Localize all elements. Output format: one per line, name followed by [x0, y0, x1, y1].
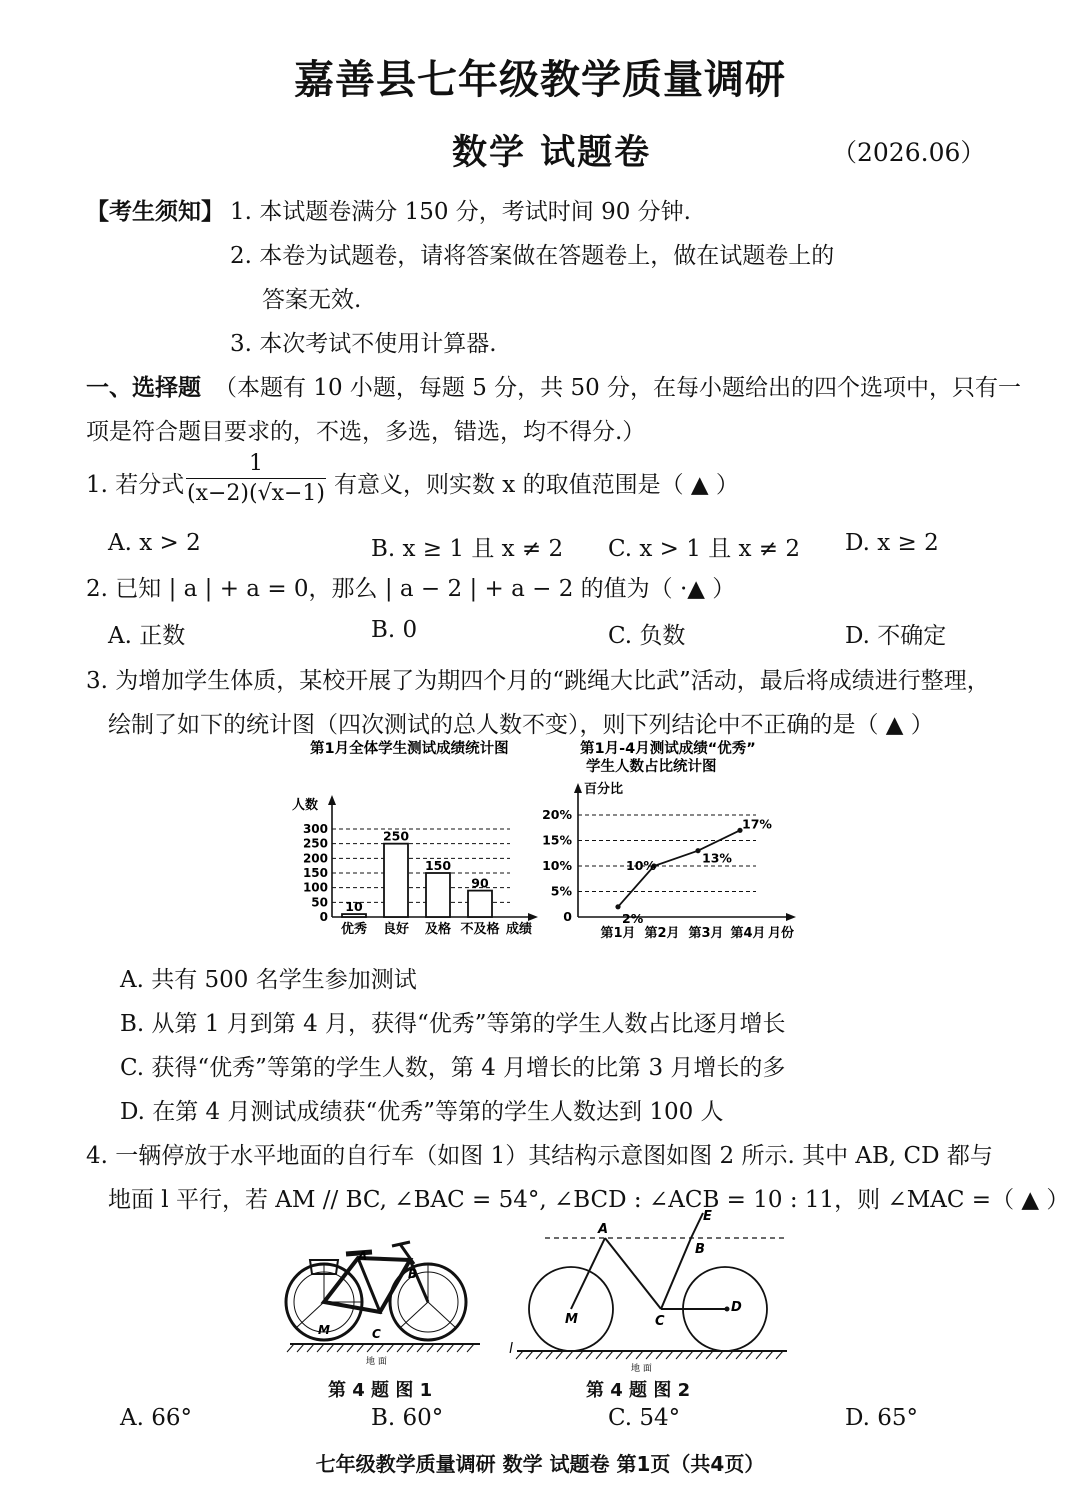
bar-y-tick-label: 50: [311, 895, 328, 910]
fig2-segment-am: [571, 1238, 605, 1309]
q4-option-c: C. 54°: [608, 1405, 681, 1431]
line-category-label: 第2月: [644, 926, 680, 941]
section-desc-line1: （本题有 10 小题，每题 5 分，共 50 分，在每小题给出的四个选项中，只有一: [214, 375, 1022, 401]
q2-option-c: C. 负数: [608, 623, 686, 649]
bar-y-axis-label: 人数: [292, 798, 319, 813]
q3-stem-line2: 绘制了如下的统计图（四次测试的总人数不变），则下列结论中不正确的是（ ▲ ）: [108, 712, 934, 738]
line-y-tick-label: 10%: [542, 858, 572, 873]
section-heading: 一、选择题: [86, 375, 201, 401]
q4-stem-line2: 地面 l 平行，若 AM // BC, ∠BAC = 54°, ∠BCD : ∠ACB = 10 : 11，则 ∠MAC =（ ▲ ）: [108, 1187, 1070, 1213]
q1-fraction: [186, 451, 326, 506]
fig2-label-l: l: [509, 1341, 513, 1357]
fig2-label-e: E: [703, 1209, 712, 1224]
q2-option-a: A. 正数: [108, 623, 186, 649]
line-value-label: 13%: [702, 850, 732, 866]
q3-option-a: A. 共有 500 名学生参加测试: [120, 967, 417, 993]
bar-value-label: 90: [471, 875, 489, 891]
notice-item-2a: 2. 本卷为试题卷，请将答案做在答题卷上，做在试题卷上的: [230, 243, 835, 269]
q1-option-d: D. x ≥ 2: [845, 530, 939, 556]
notice-item-1: 1. 本试题卷满分 150 分，考试时间 90 分钟.: [230, 199, 691, 225]
q2-stem: 2. 已知 | a | + a = 0，那么 | a − 2 | + a − 2 的值为（ ·▲ ）: [86, 576, 736, 602]
fig1-label-m: M: [318, 1323, 330, 1337]
page-footer: 七年级教学质量调研 数学 试题卷 第1页（共4页）: [315, 1452, 765, 1476]
fig2-label-c: C: [655, 1314, 665, 1329]
fig1-label-b: B: [408, 1267, 418, 1281]
notice-item-2b: 答案无效.: [262, 287, 362, 313]
bar-x-axis-label: 成绩: [506, 922, 533, 937]
bar-value-label: 150: [424, 858, 452, 873]
line-value-label: 17%: [742, 816, 772, 832]
fig1-label-a: A: [358, 1249, 368, 1263]
q3-option-c: C. 获得“优秀”等第的学生人数，第 4 月增长的比第 3 月增长的多: [120, 1055, 786, 1081]
line-x-axis-label: 月份: [768, 926, 795, 941]
q3-charts: [0, 735, 1080, 950]
q4-option-d: D. 65°: [845, 1405, 919, 1431]
bar-chart: [292, 795, 538, 937]
line-value-label: 2%: [622, 910, 644, 926]
fig2-label-m: M: [565, 1312, 578, 1327]
line-chart-title-2: 学生人数占比统计图: [586, 759, 717, 775]
line-y-tick-label: 0: [563, 909, 572, 924]
exam-date: （2026.06）: [832, 138, 986, 167]
bar-y-tick-label: 200: [302, 851, 328, 866]
exam-title: 嘉善县七年级教学质量调研: [294, 57, 786, 103]
notice-item-3: 3. 本次考试不使用计算器.: [230, 331, 497, 357]
q1-prefix: 1. 若分式: [86, 472, 185, 498]
line-y-tick-label: 15%: [542, 832, 572, 848]
line-chart-title-1: 第1月-4月测试成绩“优秀”: [580, 741, 756, 757]
bar-y-tick-label: 300: [302, 822, 328, 836]
fig1-ground-label: 地 面: [366, 1357, 387, 1367]
q1-option-b: B. x ≥ 1 且 x ≠ 2: [371, 536, 564, 562]
q1-suffix: 有意义，则实数 x 的取值范围是（ ▲ ）: [334, 472, 739, 498]
bar-y-tick-label: 100: [302, 880, 328, 895]
bar-x-arrow: [528, 913, 538, 921]
fig1-caption: 第 4 题 图 1: [328, 1380, 433, 1401]
line-category-label: 第3月: [688, 926, 724, 941]
line-y-axis-label: 百分比: [584, 782, 624, 797]
line-point: [615, 904, 620, 909]
bar: [426, 873, 450, 917]
q2-option-d: D. 不确定: [845, 623, 947, 649]
bicycle-figure-2: [505, 1205, 805, 1380]
line-y-tick-label: 5%: [550, 883, 572, 899]
line-category-label: 第1月: [600, 926, 636, 941]
q4-option-a: A. 66°: [120, 1405, 192, 1431]
bar: [342, 914, 366, 917]
fig2-ground-label: 地 面: [631, 1364, 652, 1374]
bar: [384, 844, 408, 917]
bar-value-label: 250: [382, 828, 410, 844]
line-y-tick-label: 20%: [542, 807, 572, 822]
fig2-label-b: B: [695, 1242, 705, 1257]
q1-option-a: A. x > 2: [108, 530, 201, 556]
line-x-arrow: [786, 913, 796, 921]
bicycle-figure-1: [280, 1230, 490, 1380]
bar-category-label: 不及格: [460, 922, 500, 937]
bar-y-tick-label: 250: [302, 836, 328, 851]
fig2-segment-be: [691, 1213, 703, 1238]
exam-subtitle: 数学 试题卷: [452, 133, 652, 173]
bar-category-label: 优秀: [340, 922, 368, 937]
bar: [468, 891, 492, 917]
fig2-label-d: D: [731, 1300, 742, 1315]
q3-option-b: B. 从第 1 月到第 4 月，获得“优秀”等第的学生人数占比逐月增长: [120, 1011, 786, 1037]
fig1-label-c: C: [372, 1327, 381, 1341]
notice-label: 【考生须知】: [86, 199, 224, 225]
bar-y-arrow: [328, 795, 336, 805]
bar-value-label: 10: [345, 899, 363, 915]
fig2-segment-ac: [605, 1238, 661, 1309]
fig2-segment-cb: [661, 1238, 691, 1309]
bar-y-tick-label: 150: [302, 866, 328, 880]
bar-category-label: 及格: [424, 922, 452, 937]
line-point: [695, 848, 700, 853]
bar-chart-title: 第1月全体学生测试成绩统计图: [310, 741, 509, 757]
line-y-arrow: [574, 783, 582, 793]
q1-option-c: C. x > 1 且 x ≠ 2: [608, 536, 801, 562]
line-category-label: 第4月: [730, 926, 766, 941]
fig2-label-a: A: [598, 1222, 609, 1237]
q1-fraction-denominator: (x−2)(√x−1): [186, 481, 326, 506]
bar-category-label: 良好: [382, 922, 410, 937]
q4-option-b: B. 60°: [371, 1405, 444, 1431]
line-value-label: 10%: [626, 858, 656, 873]
q3-stem-line1: 3. 为增加学生体质，某校开展了为期四个月的“跳绳大比武”活动，最后将成绩进行整理，: [86, 668, 990, 694]
q1-fraction-numerator: 1: [249, 451, 263, 476]
bar-y-tick-label: 0: [319, 910, 328, 924]
q3-option-d: D. 在第 4 月测试成绩获“优秀”等第的学生人数达到 100 人: [120, 1099, 724, 1125]
section-desc-line2: 项是符合题目要求的，不选，多选，错选，均不得分.）: [86, 419, 646, 445]
q2-option-b: B. 0: [371, 617, 418, 643]
fig2-caption: 第 4 题 图 2: [586, 1380, 691, 1401]
line-chart: [542, 781, 796, 941]
q4-stem-line1: 4. 一辆停放于水平地面的自行车（如图 1）其结构示意图如图 2 所示. 其中 AB, CD 都与: [86, 1143, 993, 1169]
